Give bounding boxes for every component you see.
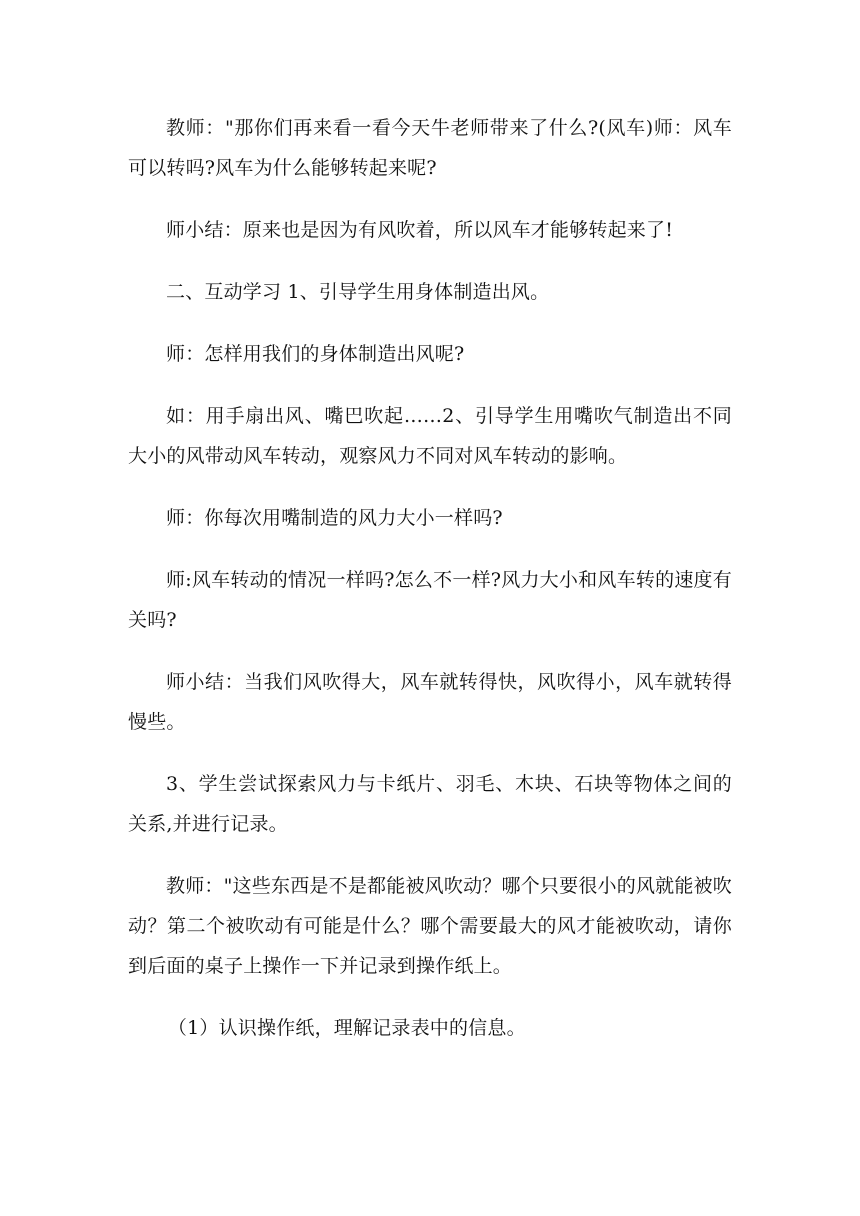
paragraph: 二、互动学习 1、引导学生用身体制造出风。 xyxy=(166,281,550,303)
paragraph: 教师："这些东西是不是都能被风吹动？哪个只要很小的风就能被吹动？第二个被吹动有可能是什么？哪个需要最大的风才能被吹动，请你到后面的桌子上操作一下并记录到操作纸上。 xyxy=(128,875,732,977)
paragraph: 师：怎样用我们的身体制造出风呢? xyxy=(166,343,465,365)
paragraph: 师小结：当我们风吹得大，风车就转得快，风吹得小，风车就转得慢些。 xyxy=(128,671,732,733)
paragraph: （1）认识操作纸，理解记录表中的信息。 xyxy=(167,1017,526,1039)
paragraph: 3、学生尝试探索风力与卡纸片、羽毛、木块、石块等物体之间的关系,并进行记录。 xyxy=(128,773,732,835)
paragraph: 教师："那你们再来看一看今天牛老师带来了什么?(风车)师：风车可以转吗?风车为什么能够转起来呢? xyxy=(128,117,732,179)
document-body xyxy=(128,108,732,1070)
paragraph: 如：用手扇出风、嘴巴吹起……2、引导学生用嘴吹气制造出不同大小的风带动风车转动，观察风力不同对风车转动的影响。 xyxy=(128,405,732,467)
paragraph: 师:风车转动的情况一样吗?怎么不一样?风力大小和风车转的速度有关吗? xyxy=(128,569,732,631)
paragraph: 师：你每次用嘴制造的风力大小一样吗? xyxy=(166,507,503,529)
paragraph: 师小结：原来也是因为有风吹着，所以风车才能够转起来了! xyxy=(166,219,674,241)
